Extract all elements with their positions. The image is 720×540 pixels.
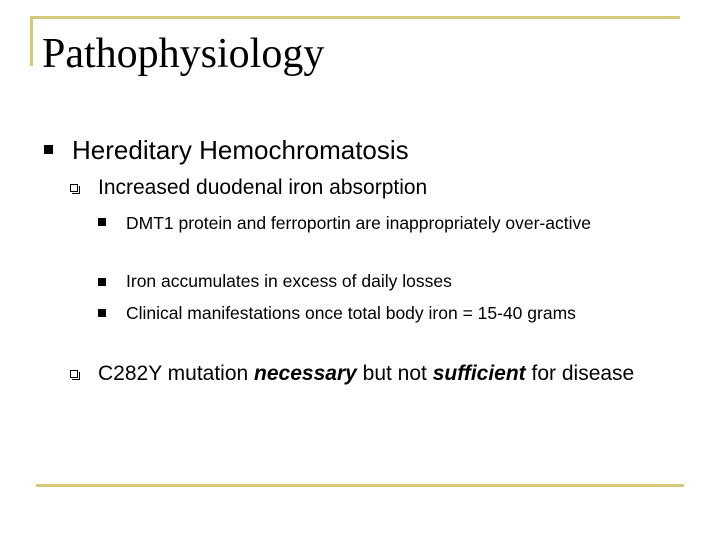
- hollow-square-bullet-icon: [70, 184, 78, 192]
- emphasis-text: necessary: [254, 362, 357, 385]
- square-bullet-icon: [44, 145, 53, 154]
- text-run: C282Y mutation: [98, 362, 255, 385]
- bullet-level3-text: DMT1 protein and ferroportin are inappropriately over-active: [126, 213, 591, 233]
- emphasis-text: sufficient: [432, 362, 526, 385]
- bullet-level2-text: Increased duodenal iron absorption: [98, 176, 428, 199]
- text-run: but not: [356, 362, 433, 385]
- square-bullet-icon: [98, 278, 106, 286]
- hollow-square-bullet-icon: [70, 370, 78, 378]
- bullet-level1-text: Hereditary Hemochromatosis: [72, 135, 409, 165]
- frame-bottom-line: [36, 484, 684, 487]
- text-run: for disease: [525, 362, 635, 385]
- bullet-level3-text: Iron accumulates in excess of daily losses: [126, 271, 452, 291]
- frame-left-line: [30, 16, 33, 66]
- bullet-level3-text: Clinical manifestations once total body iron = 15-40 grams: [126, 303, 576, 323]
- slide-title: Pathophysiology: [42, 31, 325, 77]
- square-bullet-icon: [98, 309, 106, 317]
- frame-top-line: [30, 16, 680, 19]
- bullet-level2-text: [98, 358, 678, 390]
- square-bullet-icon: [98, 218, 106, 226]
